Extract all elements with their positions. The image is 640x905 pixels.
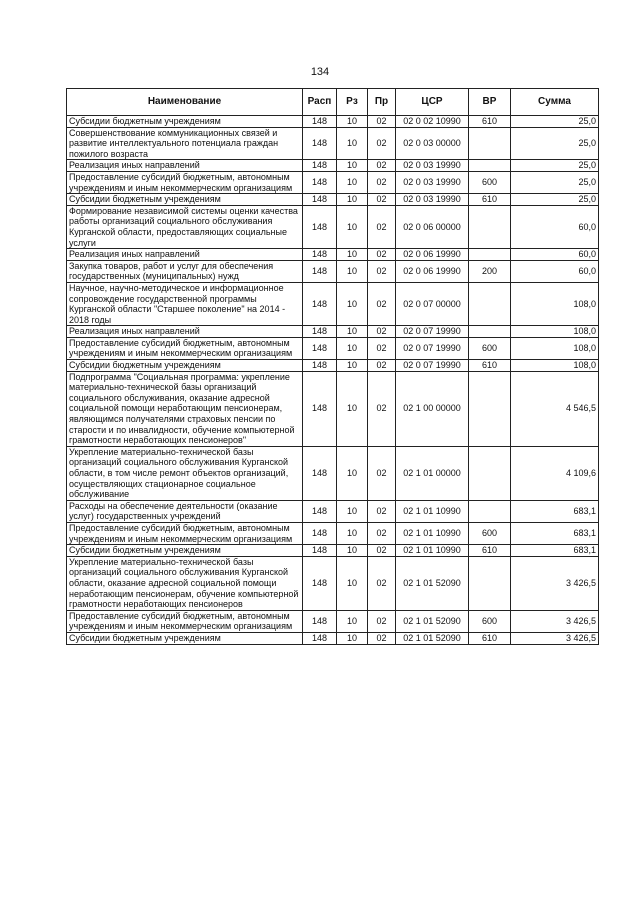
cell-name: Предоставление субсидий бюджетным, автономным учреждениям и иным некоммерческим организациям bbox=[67, 171, 303, 193]
cell-pr: 02 bbox=[368, 610, 396, 632]
table-row bbox=[67, 326, 599, 338]
cell-name: Подпрограмма "Социальная программа: укрепление материально-технической базы организаций социального обслуживания, оказание адресной социальной помощи неработающим пенсионерам, являющимся получателями страховых пенсии по старости и по инвалидности, обучение компьютерной грамотности неработающих пенсионеров" bbox=[67, 371, 303, 446]
table-row bbox=[67, 610, 599, 632]
cell-csr: 02 0 07 19990 bbox=[396, 360, 469, 372]
cell-vr: 600 bbox=[469, 522, 511, 544]
cell-vr bbox=[469, 282, 511, 325]
cell-rz: 10 bbox=[337, 194, 368, 206]
cell-sum: 25,0 bbox=[511, 171, 599, 193]
cell-csr: 02 0 03 00000 bbox=[396, 127, 469, 160]
cell-rz: 10 bbox=[337, 545, 368, 557]
table-row bbox=[67, 360, 599, 372]
table-row bbox=[67, 160, 599, 172]
cell-pr: 02 bbox=[368, 116, 396, 128]
cell-csr: 02 1 01 00000 bbox=[396, 446, 469, 500]
cell-name: Укрепление материально-технической базы организаций социального обслуживания Курганской области, оказание адресной социальной помощи неработающим пенсионерам, обучение компьютерной грамотности неработающих пенсионеров bbox=[67, 556, 303, 610]
cell-csr: 02 1 01 10990 bbox=[396, 545, 469, 557]
cell-rasp: 148 bbox=[303, 337, 337, 359]
cell-pr: 02 bbox=[368, 282, 396, 325]
table-row bbox=[67, 260, 599, 282]
cell-csr: 02 0 06 00000 bbox=[396, 205, 469, 248]
cell-name: Реализация иных направлений bbox=[67, 326, 303, 338]
cell-vr: 600 bbox=[469, 610, 511, 632]
cell-vr bbox=[469, 205, 511, 248]
cell-sum: 3 426,5 bbox=[511, 556, 599, 610]
header-pr: Пр bbox=[368, 89, 396, 116]
cell-csr: 02 0 03 19990 bbox=[396, 171, 469, 193]
table-row bbox=[67, 249, 599, 261]
cell-csr: 02 1 01 52090 bbox=[396, 556, 469, 610]
table-row bbox=[67, 127, 599, 160]
cell-pr: 02 bbox=[368, 127, 396, 160]
cell-rz: 10 bbox=[337, 116, 368, 128]
cell-csr: 02 1 00 00000 bbox=[396, 371, 469, 446]
cell-rz: 10 bbox=[337, 371, 368, 446]
cell-name: Научное, научно-методическое и информационное сопровождение государственной программы Курганской области "Старшее поколение" на 2014 - 2018 годы bbox=[67, 282, 303, 325]
cell-rz: 10 bbox=[337, 205, 368, 248]
cell-rasp: 148 bbox=[303, 171, 337, 193]
cell-vr bbox=[469, 446, 511, 500]
cell-pr: 02 bbox=[368, 632, 396, 644]
cell-vr bbox=[469, 127, 511, 160]
cell-rz: 10 bbox=[337, 160, 368, 172]
cell-csr: 02 0 07 19990 bbox=[396, 326, 469, 338]
cell-sum: 25,0 bbox=[511, 116, 599, 128]
cell-rz: 10 bbox=[337, 632, 368, 644]
cell-sum: 25,0 bbox=[511, 127, 599, 160]
table-row bbox=[67, 116, 599, 128]
table-row bbox=[67, 205, 599, 248]
cell-name: Предоставление субсидий бюджетным, автономным учреждениям и иным некоммерческим организациям bbox=[67, 522, 303, 544]
cell-csr: 02 0 06 19990 bbox=[396, 260, 469, 282]
cell-csr: 02 0 02 10990 bbox=[396, 116, 469, 128]
cell-sum: 108,0 bbox=[511, 282, 599, 325]
cell-sum: 683,1 bbox=[511, 500, 599, 522]
cell-sum: 4 546,5 bbox=[511, 371, 599, 446]
cell-pr: 02 bbox=[368, 545, 396, 557]
cell-rz: 10 bbox=[337, 260, 368, 282]
cell-vr: 610 bbox=[469, 545, 511, 557]
cell-csr: 02 0 03 19990 bbox=[396, 160, 469, 172]
table-row bbox=[67, 500, 599, 522]
cell-pr: 02 bbox=[368, 205, 396, 248]
table-row bbox=[67, 171, 599, 193]
cell-rasp: 148 bbox=[303, 371, 337, 446]
header-rz: Рз bbox=[337, 89, 368, 116]
cell-sum: 60,0 bbox=[511, 260, 599, 282]
table-row bbox=[67, 545, 599, 557]
cell-sum: 108,0 bbox=[511, 337, 599, 359]
cell-vr bbox=[469, 556, 511, 610]
cell-vr bbox=[469, 160, 511, 172]
cell-rz: 10 bbox=[337, 127, 368, 160]
cell-pr: 02 bbox=[368, 337, 396, 359]
cell-rasp: 148 bbox=[303, 116, 337, 128]
cell-name: Субсидии бюджетным учреждениям bbox=[67, 194, 303, 206]
cell-csr: 02 1 01 52090 bbox=[396, 610, 469, 632]
cell-rasp: 148 bbox=[303, 632, 337, 644]
cell-rasp: 148 bbox=[303, 205, 337, 248]
cell-rasp: 148 bbox=[303, 260, 337, 282]
cell-rasp: 148 bbox=[303, 326, 337, 338]
cell-vr bbox=[469, 249, 511, 261]
table-row bbox=[67, 522, 599, 544]
cell-rasp: 148 bbox=[303, 522, 337, 544]
cell-pr: 02 bbox=[368, 446, 396, 500]
budget-table bbox=[66, 88, 599, 645]
cell-csr: 02 1 01 10990 bbox=[396, 522, 469, 544]
table-body bbox=[67, 116, 599, 645]
table-row bbox=[67, 337, 599, 359]
cell-name: Совершенствование коммуникационных связей и развитие интеллектуального потенциала граждан пожилого возраста bbox=[67, 127, 303, 160]
cell-sum: 25,0 bbox=[511, 194, 599, 206]
cell-name: Реализация иных направлений bbox=[67, 249, 303, 261]
cell-rasp: 148 bbox=[303, 360, 337, 372]
cell-vr: 610 bbox=[469, 116, 511, 128]
cell-name: Расходы на обеспечение деятельности (оказание услуг) государственных учреждений bbox=[67, 500, 303, 522]
cell-vr bbox=[469, 500, 511, 522]
header-vr: ВР bbox=[469, 89, 511, 116]
cell-rz: 10 bbox=[337, 249, 368, 261]
table-row bbox=[67, 446, 599, 500]
cell-name: Предоставление субсидий бюджетным, автономным учреждениям и иным некоммерческим организациям bbox=[67, 337, 303, 359]
cell-sum: 3 426,5 bbox=[511, 610, 599, 632]
cell-sum: 60,0 bbox=[511, 249, 599, 261]
cell-csr: 02 0 03 19990 bbox=[396, 194, 469, 206]
cell-sum: 25,0 bbox=[511, 160, 599, 172]
cell-rz: 10 bbox=[337, 610, 368, 632]
table-row bbox=[67, 556, 599, 610]
cell-sum: 60,0 bbox=[511, 205, 599, 248]
cell-rasp: 148 bbox=[303, 610, 337, 632]
cell-pr: 02 bbox=[368, 171, 396, 193]
cell-vr: 600 bbox=[469, 171, 511, 193]
cell-rz: 10 bbox=[337, 337, 368, 359]
cell-vr: 610 bbox=[469, 632, 511, 644]
cell-sum: 683,1 bbox=[511, 522, 599, 544]
cell-sum: 3 426,5 bbox=[511, 632, 599, 644]
cell-rz: 10 bbox=[337, 326, 368, 338]
table-row bbox=[67, 632, 599, 644]
cell-sum: 108,0 bbox=[511, 326, 599, 338]
cell-vr bbox=[469, 371, 511, 446]
cell-pr: 02 bbox=[368, 522, 396, 544]
cell-csr: 02 0 07 19990 bbox=[396, 337, 469, 359]
cell-rasp: 148 bbox=[303, 545, 337, 557]
header-csr: ЦСР bbox=[396, 89, 469, 116]
cell-pr: 02 bbox=[368, 326, 396, 338]
cell-name: Реализация иных направлений bbox=[67, 160, 303, 172]
cell-name: Субсидии бюджетным учреждениям bbox=[67, 545, 303, 557]
cell-rasp: 148 bbox=[303, 160, 337, 172]
cell-rasp: 148 bbox=[303, 556, 337, 610]
cell-pr: 02 bbox=[368, 260, 396, 282]
cell-rasp: 148 bbox=[303, 249, 337, 261]
cell-sum: 683,1 bbox=[511, 545, 599, 557]
cell-vr bbox=[469, 326, 511, 338]
cell-name: Субсидии бюджетным учреждениям bbox=[67, 632, 303, 644]
cell-sum: 108,0 bbox=[511, 360, 599, 372]
cell-pr: 02 bbox=[368, 500, 396, 522]
cell-pr: 02 bbox=[368, 360, 396, 372]
cell-sum: 4 109,6 bbox=[511, 446, 599, 500]
cell-name: Укрепление материально-технической базы организаций социального обслуживания Курганской области, в том числе ремонт объектов организаций, осуществляющих стационарное социальное обслуживание bbox=[67, 446, 303, 500]
cell-pr: 02 bbox=[368, 160, 396, 172]
cell-csr: 02 0 07 00000 bbox=[396, 282, 469, 325]
cell-rasp: 148 bbox=[303, 194, 337, 206]
table-header-row bbox=[67, 89, 599, 116]
cell-name: Закупка товаров, работ и услуг для обеспечения государственных (муниципальных) нужд bbox=[67, 260, 303, 282]
cell-csr: 02 0 06 19990 bbox=[396, 249, 469, 261]
cell-name: Субсидии бюджетным учреждениям bbox=[67, 116, 303, 128]
cell-rasp: 148 bbox=[303, 500, 337, 522]
cell-csr: 02 1 01 52090 bbox=[396, 632, 469, 644]
cell-name: Субсидии бюджетным учреждениям bbox=[67, 360, 303, 372]
header-name: Наименование bbox=[67, 89, 303, 116]
cell-name: Формирование независимой системы оценки качества работы организаций социального обслуживания Курганской области, предоставляющих социальные услуги bbox=[67, 205, 303, 248]
cell-name: Предоставление субсидий бюджетным, автономным учреждениям и иным некоммерческим организациям bbox=[67, 610, 303, 632]
cell-rasp: 148 bbox=[303, 282, 337, 325]
table-row bbox=[67, 282, 599, 325]
cell-vr: 610 bbox=[469, 194, 511, 206]
cell-csr: 02 1 01 10990 bbox=[396, 500, 469, 522]
cell-rz: 10 bbox=[337, 500, 368, 522]
table-row bbox=[67, 194, 599, 206]
cell-rz: 10 bbox=[337, 282, 368, 325]
cell-rz: 10 bbox=[337, 522, 368, 544]
cell-vr: 200 bbox=[469, 260, 511, 282]
cell-pr: 02 bbox=[368, 249, 396, 261]
cell-vr: 610 bbox=[469, 360, 511, 372]
cell-pr: 02 bbox=[368, 556, 396, 610]
cell-rz: 10 bbox=[337, 446, 368, 500]
cell-pr: 02 bbox=[368, 371, 396, 446]
cell-rz: 10 bbox=[337, 556, 368, 610]
cell-rz: 10 bbox=[337, 360, 368, 372]
cell-rasp: 148 bbox=[303, 446, 337, 500]
cell-vr: 600 bbox=[469, 337, 511, 359]
cell-rasp: 148 bbox=[303, 127, 337, 160]
cell-pr: 02 bbox=[368, 194, 396, 206]
cell-rz: 10 bbox=[337, 171, 368, 193]
header-rasp: Расп bbox=[303, 89, 337, 116]
page-number: 134 bbox=[310, 66, 330, 78]
header-sum: Сумма bbox=[511, 89, 599, 116]
table-row bbox=[67, 371, 599, 446]
